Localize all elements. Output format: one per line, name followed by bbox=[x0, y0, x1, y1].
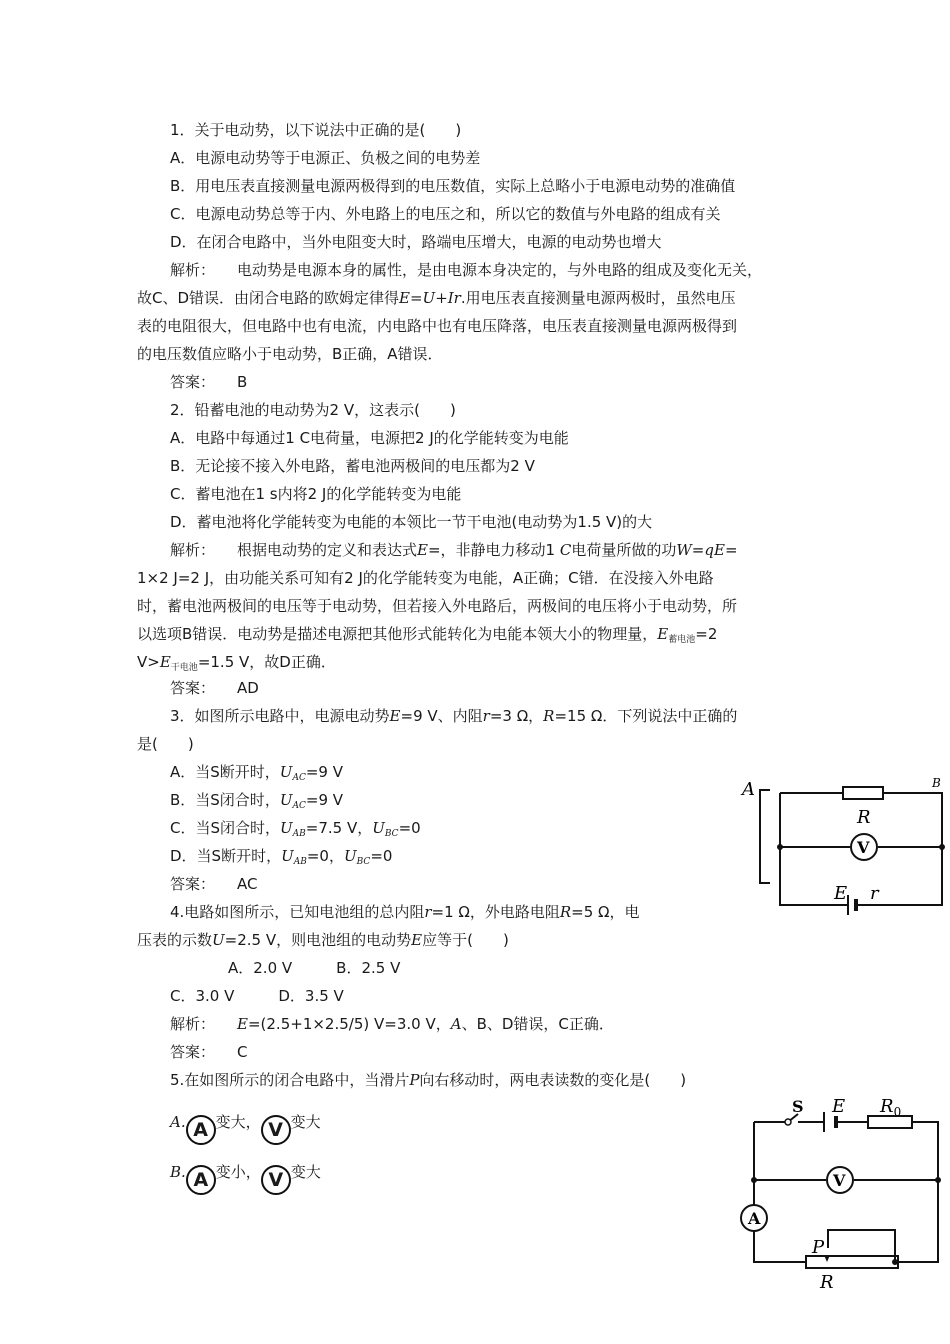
q5-option-b bbox=[170, 1162, 321, 1195]
q1-analysis-line-1 bbox=[170, 260, 762, 280]
symbol-c: C bbox=[559, 541, 572, 559]
symbol-p: P bbox=[409, 1071, 420, 1089]
symbol-u: U bbox=[281, 847, 294, 865]
symbol-w: W bbox=[676, 541, 692, 559]
symbol-r: r bbox=[482, 707, 490, 725]
q4-options-ab bbox=[228, 958, 400, 978]
symbol-a: A bbox=[450, 1015, 462, 1033]
symbol-e: E bbox=[411, 931, 423, 949]
q2-analysis-text: = bbox=[691, 541, 705, 559]
q2-analysis-text: 根据电动势的定义和表达式 bbox=[237, 541, 418, 559]
symbol-u: U bbox=[280, 819, 293, 837]
q3-stem-line-2: 是( ) bbox=[137, 735, 194, 753]
q4-stem-line-1 bbox=[170, 902, 639, 922]
q4-stem-text: 压表的示数 bbox=[137, 931, 213, 949]
q3-option-a bbox=[170, 762, 343, 788]
symbol-u: U bbox=[343, 847, 357, 865]
q5-option-text: 变小， bbox=[215, 1163, 261, 1181]
answer-value: B bbox=[237, 373, 248, 391]
q5-stem bbox=[170, 1070, 686, 1090]
q2-analysis-line-1 bbox=[170, 540, 738, 560]
symbol-u: U bbox=[279, 791, 293, 809]
subscript: AB bbox=[292, 829, 306, 839]
q4-analysis-text: 、B、D错误，C正确． bbox=[461, 1015, 614, 1033]
voltmeter-icon: V bbox=[857, 838, 870, 857]
q2-option-a: A．电路中每通过1 C电荷量，电源把2 J的化学能转变为电能 bbox=[170, 429, 569, 447]
q2-option-b: B．无论接不接入外电路，蓄电池两极间的电压都为2 V bbox=[170, 457, 535, 475]
q1-answer bbox=[170, 372, 247, 392]
q4-stem-text: =1 Ω，外电路电阻 bbox=[431, 903, 560, 921]
q4-options-cd bbox=[170, 986, 344, 1006]
option-label: A. bbox=[170, 1113, 186, 1131]
answer-value: AC bbox=[237, 875, 258, 893]
q3-option-d bbox=[170, 846, 392, 872]
q4-analysis bbox=[170, 1014, 614, 1034]
q4-stem-text: =2.5 V，则电池组的电动势 bbox=[224, 931, 412, 949]
q4-option-a: A．2.0 V bbox=[228, 959, 293, 977]
resistor-r0-label bbox=[879, 1096, 901, 1119]
q3-stem-text: =15 Ω．下列说法中正确的 bbox=[554, 707, 738, 725]
q4-stem-text: 4.电路如图所示，已知电池组的总内阻 bbox=[170, 903, 425, 921]
q5-stem-text: 5.在如图所示的闭合电路中，当滑片 bbox=[170, 1071, 410, 1089]
q5-circuit-diagram bbox=[730, 1090, 945, 1295]
q1-analysis-text: .用电压表直接测量电源两极时，虽然电压 bbox=[460, 289, 736, 307]
node-label-a: A bbox=[742, 779, 755, 800]
q2-analysis-line-2: 1×2 J=2 J，由功能关系可知有2 J的化学能转变为电能，A正确；C错．在没接入外电路 bbox=[137, 569, 714, 587]
internal-resistance-label: r bbox=[870, 883, 879, 904]
analysis-label: 解析： bbox=[170, 261, 216, 279]
q3-circuit-diagram bbox=[730, 775, 950, 920]
symbol-qe: qE bbox=[704, 541, 725, 559]
q3-option-text: D．当S断开时， bbox=[170, 847, 282, 865]
q4-stem-text: 应等于( ) bbox=[422, 931, 509, 949]
symbol-e: E bbox=[417, 541, 428, 559]
answer-label: 答案： bbox=[170, 1043, 216, 1061]
emf-label: E bbox=[834, 883, 848, 904]
analysis-label: 解析： bbox=[170, 541, 216, 559]
q4-analysis-text: =(2.5+1×2.5/5) V=3.0 V， bbox=[247, 1015, 451, 1033]
q4-stem-line-2 bbox=[137, 930, 509, 950]
ammeter-icon: A bbox=[186, 1115, 216, 1145]
q5-option-a bbox=[170, 1112, 321, 1145]
q1-analysis-line-4: 的电压数值应略小于电动势，B正确，A错误． bbox=[137, 345, 443, 363]
ammeter-icon: A bbox=[748, 1209, 761, 1228]
symbol-r: r bbox=[424, 903, 432, 921]
subscript: BC bbox=[384, 829, 399, 839]
answer-value: C bbox=[237, 1043, 248, 1061]
q2-analysis-text: 以选项B错误．电动势是描述电源把其他形式能转化为电能本领大小的物理量， bbox=[137, 625, 658, 643]
subscript-lead-battery: 蓄电池 bbox=[668, 635, 696, 645]
q3-option-text: =0 bbox=[370, 847, 393, 865]
q4-stem-text: =5 Ω，电 bbox=[571, 903, 640, 921]
q1-analysis-text: 故C、D错误．由闭合电路的欧姆定律得 bbox=[137, 289, 400, 307]
q1-option-b: B．用电压表直接测量电源两极得到的电压数值，实际上总略小于电源电动势的准确值 bbox=[170, 177, 736, 195]
answer-label: 答案： bbox=[170, 875, 216, 893]
symbol-e: E bbox=[237, 1015, 248, 1033]
q1-option-a: A．电源电动势等于电源正、负极之间的电势差 bbox=[170, 149, 481, 167]
q3-option-text: C．当S闭合时， bbox=[170, 819, 280, 837]
q3-stem-text: =3 Ω， bbox=[489, 707, 544, 725]
answer-label: 答案： bbox=[170, 679, 216, 697]
symbol-u: U bbox=[372, 819, 385, 837]
q2-analysis-line-5 bbox=[137, 652, 336, 678]
q2-analysis-text: 电荷量所做的功 bbox=[571, 541, 677, 559]
q1-formula: E=U+Ir bbox=[399, 289, 461, 307]
q2-analysis-line-3: 时，蓄电池两极间的电压等于电动势，但若接入外电路后，两极间的电压将小于电动势，所 bbox=[137, 597, 738, 615]
q5-option-text: 变大， bbox=[215, 1113, 261, 1131]
q1-analysis-line-2 bbox=[137, 288, 736, 308]
q3-option-text: =0， bbox=[306, 847, 344, 865]
subscript: AC bbox=[292, 801, 306, 811]
analysis-label: 解析： bbox=[170, 1015, 216, 1033]
q3-option-text: =9 V bbox=[305, 791, 344, 809]
symbol-e: E bbox=[657, 625, 669, 643]
resistor-label: R bbox=[857, 807, 871, 828]
q3-stem-text: =9 V、内阻 bbox=[400, 707, 483, 725]
q3-option-c bbox=[170, 818, 421, 844]
q3-option-text: A．当S断开时， bbox=[170, 763, 280, 781]
subscript: AB bbox=[293, 857, 307, 867]
q5-stem-text: 向右移动时，两电表读数的变化是( ) bbox=[419, 1071, 687, 1089]
answer-label: 答案： bbox=[170, 373, 216, 391]
q2-analysis-text: =，非静电力移动1 bbox=[427, 541, 560, 559]
q2-analysis-text: =2 bbox=[695, 625, 718, 643]
q1-analysis-line-3: 表的电阻很大，但电路中也有电流，内电路中也有电压降落，电压表直接测量电源两极得到 bbox=[137, 317, 738, 335]
switch-label: S bbox=[792, 1097, 804, 1116]
voltmeter-icon: V bbox=[261, 1115, 291, 1145]
slider-label: P bbox=[812, 1237, 825, 1258]
q4-answer bbox=[170, 1042, 248, 1062]
symbol-u: U bbox=[279, 763, 293, 781]
q2-option-c: C．蓄电池在1 s内将2 J的化学能转变为电能 bbox=[170, 485, 462, 503]
q3-stem-text: 3．如图所示电路中，电源电动势 bbox=[170, 707, 390, 725]
node-label-b: B bbox=[932, 776, 941, 790]
q2-option-d: D．蓄电池将化学能转变为电能的本领比一节干电池(电动势为1.5 V)的大 bbox=[170, 513, 653, 531]
subscript-dry-cell: 干电池 bbox=[170, 663, 198, 673]
q3-stem-line-1 bbox=[170, 706, 737, 726]
q2-analysis-text: = bbox=[724, 541, 738, 559]
symbol-e: E bbox=[389, 707, 401, 725]
resistor-r0-letter: R bbox=[880, 1096, 894, 1117]
symbol-big-r: R bbox=[543, 707, 555, 725]
q3-option-text: B．当S闭合时， bbox=[170, 791, 280, 809]
resistor-r0-subscript: 0 bbox=[893, 1105, 902, 1119]
symbol-e: E bbox=[159, 653, 171, 671]
q2-analysis-text: =1.5 V，故D正确． bbox=[197, 653, 336, 671]
voltmeter-icon: V bbox=[261, 1165, 291, 1195]
q3-answer bbox=[170, 874, 258, 894]
q2-analysis-line-4 bbox=[137, 624, 717, 650]
option-label: B. bbox=[170, 1163, 186, 1181]
subscript: AC bbox=[292, 773, 306, 783]
q2-answer bbox=[170, 678, 259, 698]
q3-option-text: =7.5 V， bbox=[305, 819, 373, 837]
q4-option-d: D．3.5 V bbox=[278, 987, 344, 1005]
q1-option-d: D．在闭合电路中，当外电阻变大时，路端电压增大，电源的电动势也增大 bbox=[170, 233, 662, 251]
q3-option-text: =0 bbox=[398, 819, 421, 837]
symbol-big-r: R bbox=[559, 903, 572, 921]
answer-value: AD bbox=[237, 679, 259, 697]
q5-option-text: 变大 bbox=[290, 1113, 321, 1131]
q5-option-text: 变大 bbox=[290, 1163, 321, 1181]
q1-analysis-text: 电动势是电源本身的属性，是由电源本身决定的，与外电路的组成及变化无关， bbox=[237, 261, 763, 279]
emf-label: E bbox=[832, 1096, 846, 1117]
q1-stem: 1．关于电动势，以下说法中正确的是( ) bbox=[170, 121, 462, 139]
ammeter-icon: A bbox=[186, 1165, 216, 1195]
rheostat-label: R bbox=[820, 1272, 834, 1293]
q1-option-c: C．电源电动势总等于内、外电路上的电压之和，所以它的数值与外电路的组成有关 bbox=[170, 205, 721, 223]
q2-stem: 2．铅蓄电池的电动势为2 V，这表示( ) bbox=[170, 401, 456, 419]
subscript: BC bbox=[356, 857, 371, 867]
q4-option-b: B．2.5 V bbox=[336, 959, 401, 977]
q2-analysis-text: V> bbox=[137, 653, 160, 671]
symbol-u: U bbox=[212, 931, 225, 949]
q4-option-c: C．3.0 V bbox=[170, 987, 235, 1005]
q3-option-text: =9 V bbox=[305, 763, 343, 781]
voltmeter-icon: V bbox=[833, 1171, 846, 1190]
q3-option-b bbox=[170, 790, 343, 816]
